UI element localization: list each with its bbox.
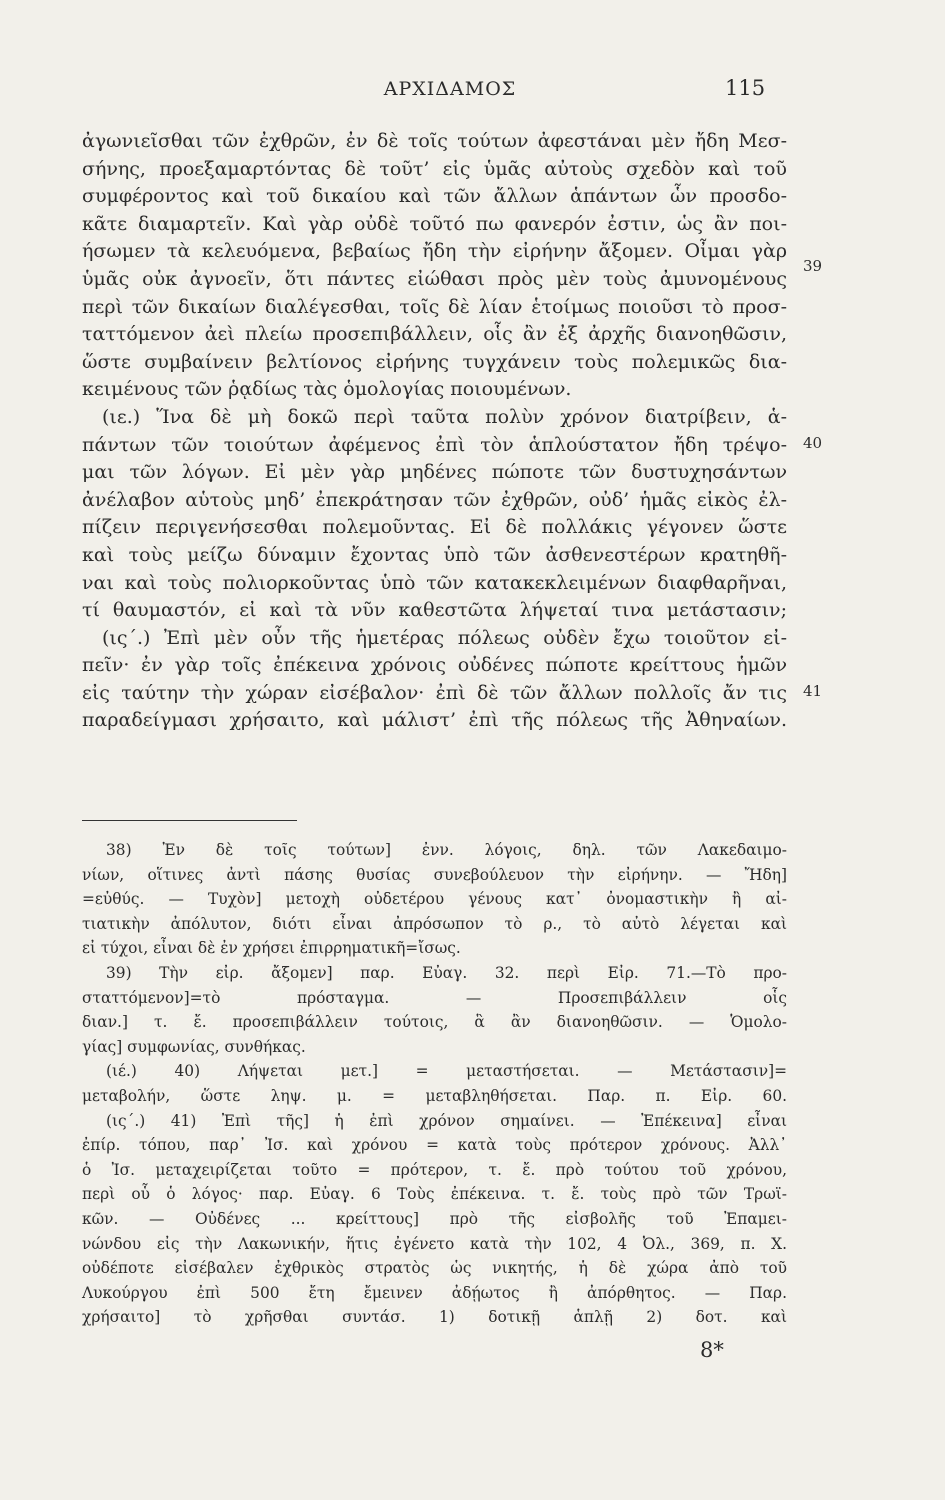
text-line: κᾶτε διαμαρτεῖν. Καὶ γὰρ οὐδὲ τοῦτό πω φανερόν ἐστιν, ὡς ἂν ποι- — [82, 212, 787, 235]
note-line: νίων, οἵτινες ἀντὶ πάσης θυσίας συνεβούλευον τὴν εἰρήνην. — Ἤδη] — [82, 865, 787, 884]
note-line: τιατικὴν ἀπόλυτον, διότι εἶναι ἀπρόσωπον τὸ ρ., τὸ αὐτὸ λέγεται καὶ — [82, 914, 787, 933]
note-line: κῶν. — Οὐδένες ... κρείττους] πρὸ τῆς εἰσβολῆς τοῦ Ἐπαμει- — [82, 1209, 787, 1228]
text-line: μαι τῶν λόγων. Εἰ μὲν γὰρ μηδένες πώποτε τῶν δυστυχησάντων — [82, 461, 787, 484]
note-line: σταττόμενον]=τὸ πρόσταγμα. — Προσεπιβάλλειν οἷς — [82, 988, 787, 1007]
text-line: σήνης, προεξαμαρτόντας δὲ τοῦτ’ εἰς ὑμᾶς αὐτοὺς σχεδὸν καὶ τοῦ — [82, 157, 787, 180]
footnote-rule — [82, 820, 297, 821]
text-line: ήσωμεν τὰ κελευόμενα, βεβαίως ἤδη τὴν εἰρήνην ἄξομεν. Οἶμαι γὰρ — [82, 240, 787, 263]
text-line: (ιε.) Ἵνα δὲ μὴ δοκῶ περὶ ταῦτα πολὺν χρόνον διατρίβειν, ἁ- — [102, 405, 787, 428]
note-line: οὐδέποτε εἰσέβαλεν ἐχθρικὸς στρατὸς ὡς νικητής, ἡ δὲ χώρα ἀπὸ τοῦ — [82, 1259, 787, 1278]
footnotes — [82, 838, 787, 1330]
text-line: καὶ τοὺς μείζω δύναμιν ἔχοντας ὑπὸ τῶν ἀσθενεστέρων κρατηθῆ- — [82, 543, 787, 566]
note-line: μεταβολήν, ὥστε ληψ. μ. = μεταβληθήσεται. Παρ. π. Εἰρ. 60. — [82, 1086, 787, 1105]
text-line: (ις΄.) Ἐπὶ μὲν οὖν τῆς ἡμετέρας πόλεως οὐδὲν ἔχω τοιοῦτον εἰ- — [102, 626, 787, 649]
signature-mark: 8* — [700, 1338, 724, 1362]
text-line: ἀνέλαβον αὑτοὺς μηδ’ ἐπεκράτησαν τῶν ἐχθρῶν, οὐδ’ ἡμᾶς εἰκὸς ἐλ- — [82, 488, 787, 511]
text-line: συμφέροντος καὶ τοῦ δικαίου καὶ τῶν ἄλλων ἁπάντων ὧν προσδο- — [82, 185, 787, 208]
text-line: τί θαυμαστόν, εἰ καὶ τὰ νῦν καθεστῶτα λήψεταί τινα μετάστασιν; — [82, 599, 787, 622]
note-line: 39) Τὴν εἰρ. ἄξομεν] παρ. Εὐαγ. 32. περὶ Εἰρ. 71.—Τὸ προ- — [106, 963, 787, 982]
note-line: (ις΄.) 41) Ἐπὶ τῆς] ἡ ἐπὶ χρόνον σημαίνει. — Ἐπέκεινα] εἶναι — [106, 1111, 787, 1130]
running-title: ΑΡΧΙΔΑΜΟΣ — [383, 78, 517, 100]
note-line: =εὐθύς. — Τυχὸν] μετοχὴ οὐδετέρου γένους κατ᾽ ὀνομαστικὴν ἢ αἰ- — [82, 890, 787, 909]
note-line: γίας] συμφωνίας, συνθήκας. — [82, 1037, 306, 1056]
page-number: 115 — [725, 76, 766, 100]
note-line: περὶ οὗ ὁ λόγος· παρ. Εὐαγ. 6 Τοὺς ἐπέκεινα. τ. ἔ. τοὺς πρὸ τῶν Τρωϊ- — [82, 1185, 787, 1204]
note-line: Λυκούργου ἐπὶ 500 ἔτη ἔμεινεν ἀδῄωτος ἢ ἀπόρθητος. — Παρ. — [82, 1283, 787, 1302]
note-line: ἐπίρ. τόπου, παρ᾽ Ἰσ. καὶ χρόνου = κατὰ τοὺς πρότερον χρόνους. Ἀλλ᾽ — [82, 1136, 787, 1155]
text-line: πίζειν περιγενήσεσθαι πολεμοῦντας. Εἰ δὲ πολλάκις γέγονεν ὥστε — [82, 516, 787, 539]
text-line: ταττόμενον ἀεὶ πλείω προσεπιβάλλειν, οἷς ἂν ἐξ ἀρχῆς διανοηθῶσιν, — [82, 323, 787, 346]
text-line: κειμένους τῶν ῥᾳδίως τὰς ὁμολογίας ποιουμένων. — [82, 378, 572, 401]
running-head — [0, 78, 945, 108]
text-line: ὑμᾶς οὐκ ἀγνοεῖν, ὅτι πάντες εἰώθασι πρὸς μὲν τοὺς ἀμυνομένους — [82, 267, 787, 290]
note-line: 38) Ἐν δὲ τοῖς τούτων] ἐνν. λόγοις, δηλ. τῶν Λακεδαιμο- — [106, 841, 787, 859]
text-line: περὶ τῶν δικαίων διαλέγεσθαι, τοῖς δὲ λίαν ἑτοίμως ποιοῦσι τὸ προσ- — [82, 295, 787, 318]
margin-section-number: 40 — [803, 434, 823, 452]
note-line: διαν.] τ. ἔ. προσεπιβάλλειν τούτοις, ἃ ἂν διανοηθῶσιν. — Ὁμολο- — [82, 1013, 787, 1032]
note-line: εἰ τύχοι, εἶναι δὲ ἐν χρήσει ἐπιρρηματικῆ=ἴσως. — [82, 939, 461, 958]
text-line: πάντων τῶν τοιούτων ἀφέμενος ἐπὶ τὸν ἁπλούστατον ἤδη τρέψο- — [82, 433, 787, 456]
note-line: ὁ Ἰσ. μεταχειρίζεται τοῦτο = πρότερον, τ. ἔ. πρὸ τούτου τοῦ χρόνου, — [82, 1160, 787, 1179]
margin-section-number: 41 — [803, 682, 823, 700]
margin-section-number: 39 — [803, 257, 823, 275]
text-line: ναι καὶ τοὺς πολιορκοῦντας ὑπὸ τῶν κατακεκλειμένων διαφθαρῆναι, — [82, 571, 787, 594]
text-line: πεῖν· ἐν γὰρ τοῖς ἐπέκεινα χρόνοις οὐδένες πώποτε κρείττους ἡμῶν — [82, 654, 787, 677]
text-line: ἀγωνιεῖσθαι τῶν ἐχθρῶν, ἐν δὲ τοῖς τούτων ἀφεστάναι μὲν ἤδη Μεσ- — [82, 130, 787, 152]
main-text — [82, 128, 787, 735]
text-line: εἰς ταύτην τὴν χώραν εἰσέβαλον· ἐπὶ δὲ τῶν ἄλλων πολλοῖς ἄν τις — [82, 681, 787, 704]
note-line: νώνδου εἰς τὴν Λακωνικήν, ἥτις ἐγένετο κατὰ τὴν 102, 4 Ὀλ., 369, π. Χ. — [82, 1234, 787, 1253]
note-line: (ιέ.) 40) Λήψεται μετ.] = μεταστήσεται. — Μετάστασιν]= — [106, 1062, 787, 1081]
text-line: ὥστε συμβαίνειν βελτίονος εἰρήνης τυγχάνειν τοὺς πολεμικῶς δια- — [82, 350, 787, 373]
note-line: χρήσαιτο] τὸ χρῆσθαι συντάσ. 1) δοτικῇ ἁπλῇ 2) δοτ. καὶ — [82, 1308, 787, 1327]
text-line: παραδείγμασι χρήσαιτο, καὶ μάλιστ’ ἐπὶ τῆς πόλεως τῆς Ἀθηναίων. — [82, 709, 787, 732]
